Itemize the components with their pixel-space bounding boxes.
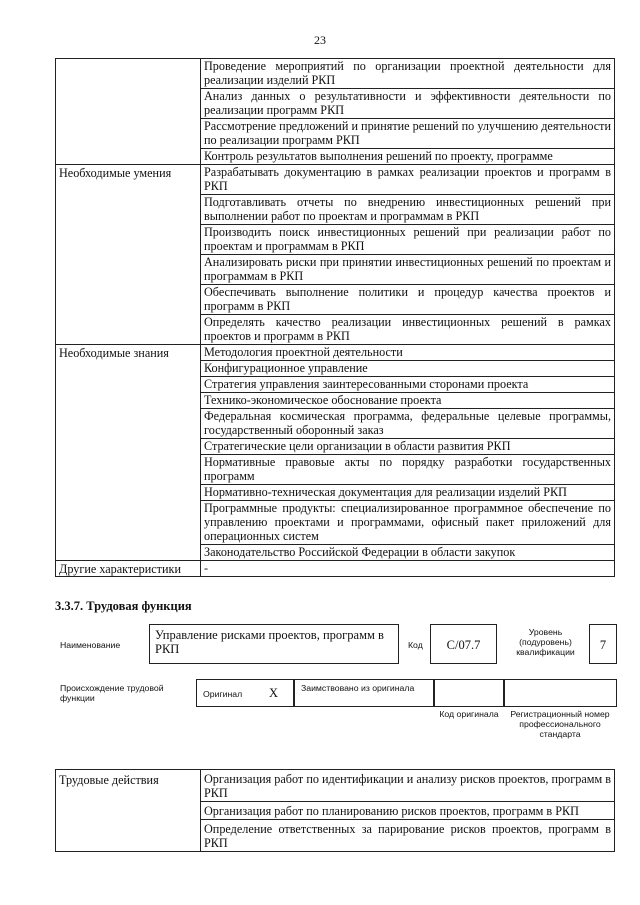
reg-number-cell	[504, 679, 617, 707]
table-row	[56, 770, 615, 802]
level-box	[589, 624, 617, 664]
original-code-label: Код оригинала	[439, 709, 499, 719]
labor-action-item: Организация работ по идентификации и анализу рисков проектов, программ в РКП	[201, 770, 615, 802]
borrowed-cell	[294, 679, 434, 707]
row-item: Разрабатывать документацию в рамках реализации проектов и программ в РКП	[201, 165, 615, 195]
function-name-value: Управление рисками проектов, программ в РКП	[155, 628, 384, 656]
competency-table	[55, 58, 615, 577]
row-item: Методология проектной деятельности	[201, 345, 615, 361]
original-code-cell	[434, 679, 504, 707]
reg-number-label: Регистрационный номер профессионального стандарта	[510, 709, 610, 739]
row-item: Нормативно-техническая документация для реализации изделий РКП	[201, 485, 615, 501]
borrowed-label: Заимствовано из оригинала	[301, 683, 415, 693]
origin-label: Происхождение трудовой функции	[60, 683, 164, 703]
row-item: -	[201, 561, 615, 577]
row-item: Рассмотрение предложений и принятие решений по улучшению деятельности по реализации программ РКП	[201, 119, 615, 149]
row-label	[56, 59, 201, 165]
row-item: Стратегические цели организации в области развития РКП	[201, 439, 615, 455]
row-label: Необходимые умения	[56, 165, 201, 345]
row-item: Определять качество реализации инвестиционных решений в рамках проектов и программ в РКП	[201, 315, 615, 345]
labor-action-item: Определение ответственных за парирование рисков проектов, программ в РКП	[201, 820, 615, 852]
code-label: Код	[408, 640, 423, 650]
original-cell	[196, 679, 294, 707]
level-value: 7	[599, 638, 607, 652]
row-item: Контроль результатов выполнения решений по проекту, программе	[201, 149, 615, 165]
code-box	[430, 624, 497, 664]
function-name-box	[149, 624, 399, 664]
table-row	[56, 561, 615, 577]
labor-actions-table	[55, 769, 615, 852]
labor-action-item: Организация работ по планированию рисков проектов, программ в РКП	[201, 802, 615, 820]
row-item: Законодательство Российской Федерации в области закупок	[201, 545, 615, 561]
labor-actions-label: Трудовые действия	[56, 770, 201, 852]
level-label: Уровень (подуровень) квалификации	[516, 627, 575, 657]
row-item: Стратегия управления заинтересованными сторонами проекта	[201, 377, 615, 393]
row-label: Необходимые знания	[56, 345, 201, 561]
row-item: Проведение мероприятий по организации проектной деятельности для реализации изделий РКП	[201, 59, 615, 89]
table-row	[56, 345, 615, 361]
name-label: Наименование	[60, 640, 121, 650]
row-item: Анализировать риски при принятии инвестиционных решений по проектам и программам в РКП	[201, 255, 615, 285]
row-label: Другие характеристики	[56, 561, 201, 577]
original-mark: X	[269, 686, 279, 700]
row-item: Технико-экономическое обоснование проекта	[201, 393, 615, 409]
row-item: Анализ данных о результативности и эффективности деятельности по реализации программ РКП	[201, 89, 615, 119]
code-value: C/07.7	[446, 638, 481, 652]
page-number: 23	[314, 33, 326, 47]
row-item: Федеральная космическая программа, федеральные целевые программы, государственный оборонный заказ	[201, 409, 615, 439]
table-row	[56, 59, 615, 89]
section-heading: 3.3.7. Трудовая функция	[55, 599, 192, 613]
row-item: Нормативные правовые акты по порядку разработки государственных программ	[201, 455, 615, 485]
table-row	[56, 165, 615, 195]
row-item: Подготавливать отчеты по внедрению инвестиционных решений при выполнении работ по проектам и программам в РКП	[201, 195, 615, 225]
original-label: Оригинал	[203, 689, 243, 699]
row-item: Программные продукты: специализированное программное обеспечение по управлению проектами и программами, офисный пакет приложений для операционных систем	[201, 501, 615, 545]
row-item: Производить поиск инвестиционных решений при реализации работ по проектам и программам в РКП	[201, 225, 615, 255]
row-item: Обеспечивать выполнение политики и процедур качества проектов и программ в РКП	[201, 285, 615, 315]
row-item: Конфигурационное управление	[201, 361, 615, 377]
